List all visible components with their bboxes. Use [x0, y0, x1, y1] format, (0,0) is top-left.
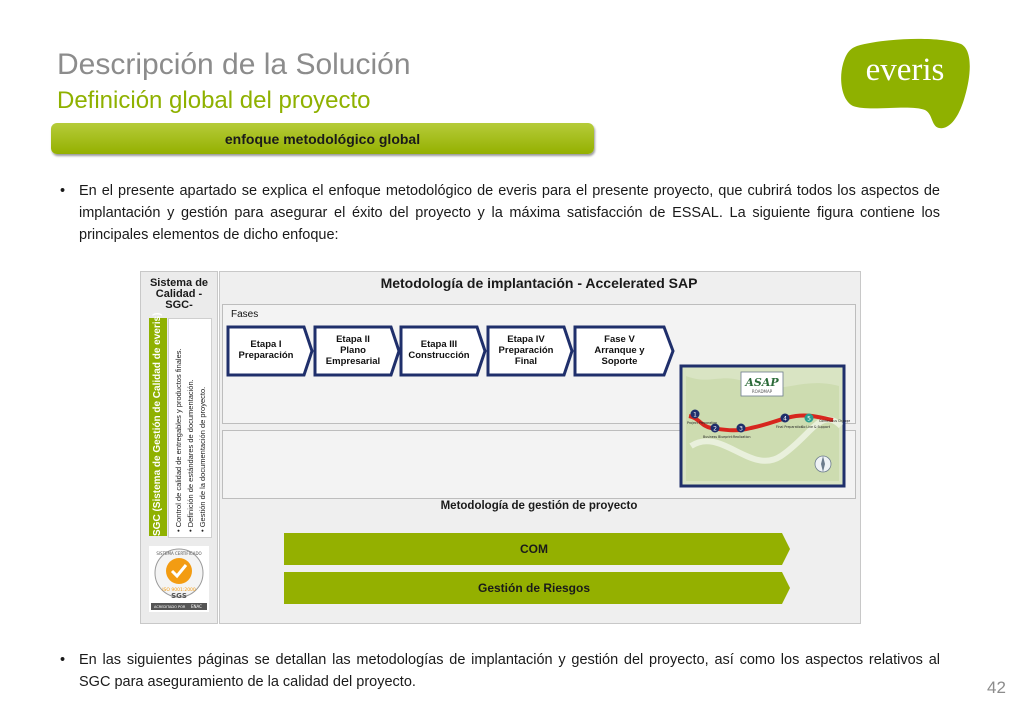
- stage-1: [228, 327, 312, 373]
- sgc-item: • Gestión de la documentación de proyecto.: [198, 386, 207, 532]
- roadmap-logo-sub: ROADMAP: [751, 389, 773, 394]
- riesgos-bar: [284, 572, 790, 604]
- bullet-outro: [60, 649, 940, 693]
- roadmap-number: 3: [739, 425, 743, 433]
- certification-seal: [149, 546, 209, 612]
- stage-line: Arranque y: [594, 344, 645, 356]
- section-pill: [51, 123, 594, 154]
- roadmap-milestone: Continuous Change: [819, 419, 851, 423]
- sgc-item: • Definición de estándares de documentación.: [186, 379, 195, 532]
- sgc-item-text: Gestión de la documentación de proyecto.: [198, 386, 207, 528]
- roadmap-logo: ASAP: [745, 376, 779, 389]
- section-pill-label: enfoque metodológico global: [224, 130, 421, 147]
- cert-bottom-right: ENAC: [191, 604, 202, 609]
- compass-icon: [815, 456, 831, 472]
- stage-line: Etapa I: [250, 339, 282, 350]
- sgc-item: • Control de calidad de entregables y productos finales.: [174, 348, 183, 532]
- roadmap-number: 4: [783, 415, 787, 423]
- roadmap-number: 1: [693, 411, 697, 419]
- stage-line: Final: [514, 355, 538, 367]
- roadmap-milestone: Go Live & Support: [801, 425, 831, 429]
- roadmap-milestone: Project Preparation: [687, 421, 718, 425]
- gestion-label: Metodología de gestión de proyecto: [440, 500, 638, 512]
- stage-line: Empresarial: [325, 355, 381, 367]
- stage-line: Construcción: [408, 350, 470, 361]
- cert-brand: SGS: [171, 592, 187, 600]
- roadmap-milestone: Realization: [733, 435, 751, 439]
- asap-roadmap-image: [681, 366, 851, 486]
- stage-line: Etapa II: [336, 333, 370, 345]
- stage-line: Fase V: [604, 333, 635, 345]
- stage-line: Preparación: [238, 350, 294, 361]
- roadmap-number: 2: [713, 425, 717, 433]
- roadmap-milestone: Business Blueprint: [703, 435, 733, 439]
- com-bar-label: COM: [520, 542, 548, 556]
- page-number: 42: [987, 678, 1006, 697]
- stage-5: [575, 327, 672, 373]
- page-subtitle: Definición global del proyecto: [57, 87, 371, 114]
- stage-line: Etapa III: [420, 339, 458, 350]
- everis-logo: [839, 38, 971, 130]
- sgc-header-line: Calidad -: [155, 288, 203, 300]
- riesgos-bar-label: Gestión de Riesgos: [477, 581, 591, 595]
- stage-4: [488, 327, 572, 373]
- stage-2: [315, 327, 399, 373]
- sgc-item-text: Control de calidad de entregables y productos finales.: [174, 348, 183, 528]
- bullet-dot: •: [60, 652, 66, 668]
- stage-line: Preparación: [498, 344, 554, 356]
- methodology-title: Metodología de implantación - Accelerated SAP: [380, 275, 698, 291]
- cert-top-text: SISTEMA CERTIFICADO: [156, 551, 202, 556]
- bullet-outro-text: En las siguientes páginas se detallan las metodologías de implantación y gestión del proyecto, así como los aspectos relativos al SGC para aseguramiento de la calidad del proyecto.: [79, 652, 940, 690]
- bullet-dot: •: [60, 183, 66, 199]
- roadmap-milestone: Final Preparation: [776, 425, 803, 429]
- bullet-intro-text: En el presente apartado se explica el enfoque metodológico de everis para el presente proyecto, que cubrirá todos los aspectos de implantación y gestión para asegurar el éxito del proyecto y la máxima satisfacción de ESSAL. La siguiente figura contiene los principales elementos de dicho enfoque:: [79, 183, 940, 243]
- stage-line: Plano: [340, 344, 366, 356]
- fases-label: Fases: [231, 309, 259, 320]
- com-bar: [284, 533, 790, 565]
- sgc-header-line: SGC-: [165, 299, 193, 311]
- sgc-item-text: Definición de estándares de documentación.: [186, 379, 195, 528]
- stage-line: Soporte: [601, 355, 638, 367]
- roadmap-number: 5: [807, 415, 811, 423]
- logo-text: everis: [865, 52, 945, 88]
- stage-3: [401, 327, 485, 373]
- cert-bottom-left: ACREDITADO POR: [154, 605, 186, 609]
- sgc-header: [141, 278, 217, 311]
- stage-line: Etapa IV: [507, 333, 545, 345]
- page-title: Descripción de la Solución: [57, 48, 411, 81]
- bullet-intro: [60, 180, 940, 246]
- sgc-header-line: Sistema de: [149, 277, 209, 289]
- sgc-vertical-label: SGC (Sistema de Gestión de Calidad de everis): [152, 312, 163, 536]
- cert-iso-text: ISO 9001:2000: [162, 588, 196, 593]
